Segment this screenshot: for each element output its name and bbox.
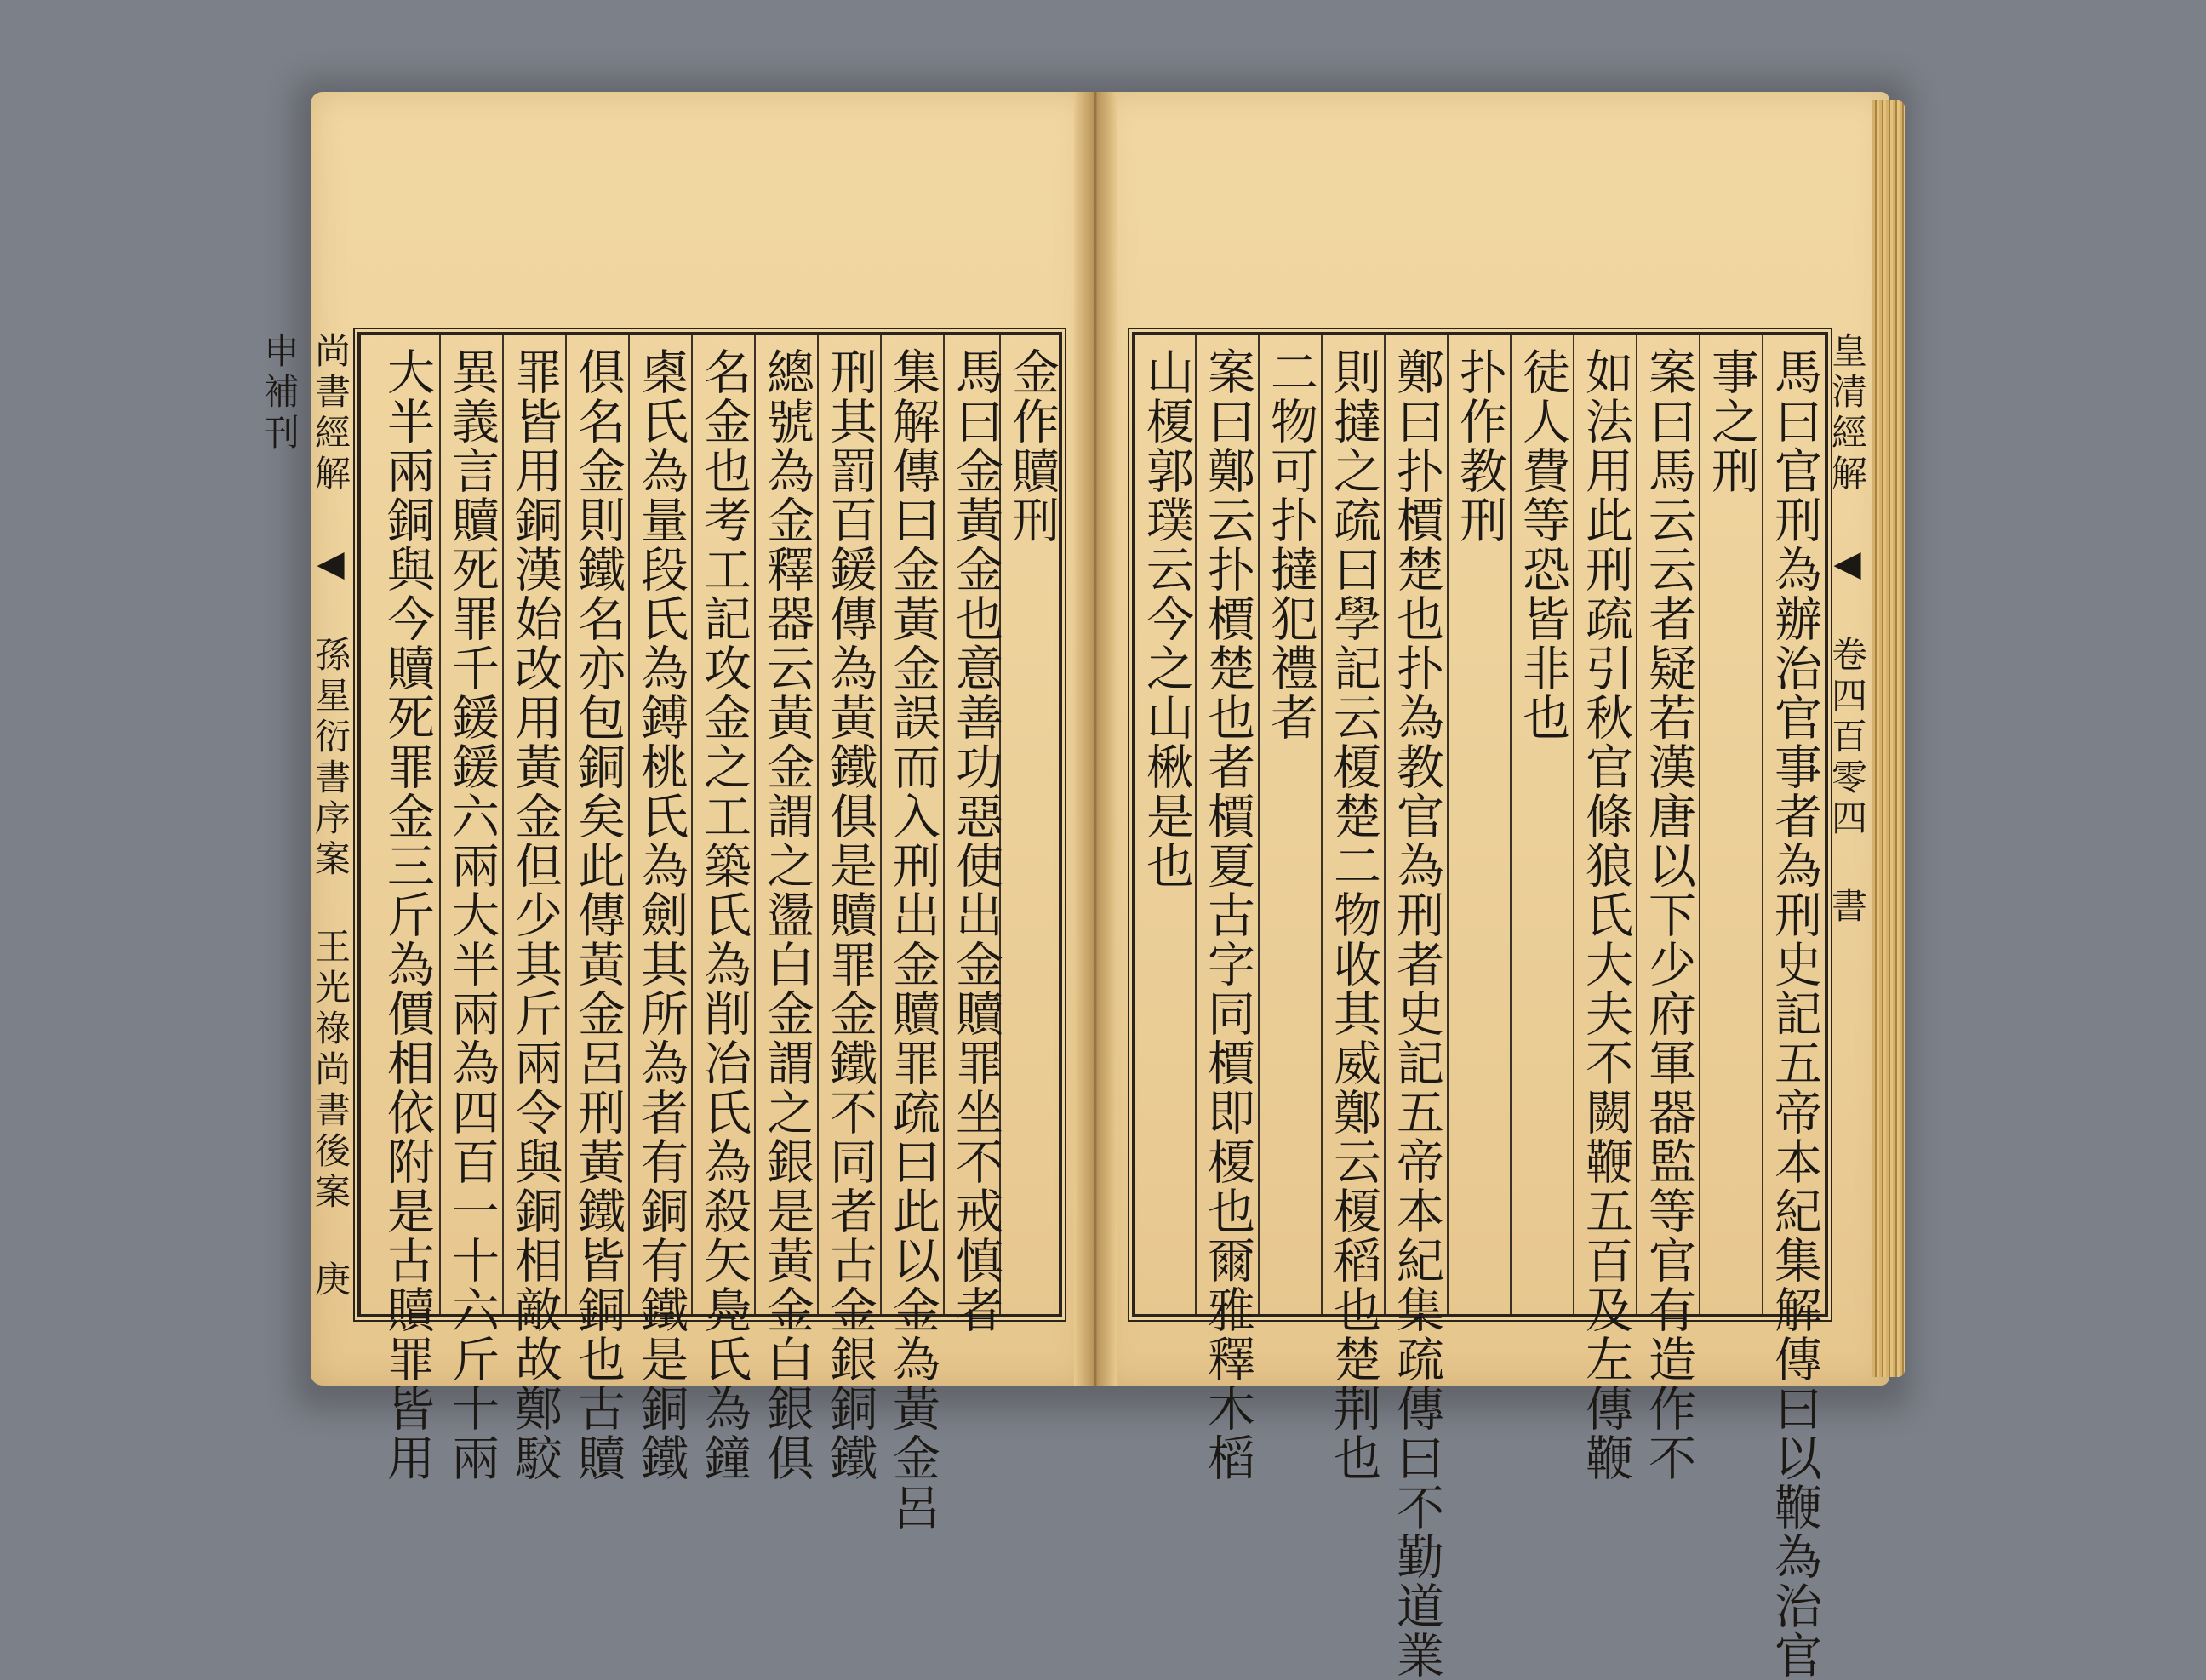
left-margin-title bbox=[259, 332, 356, 1311]
text-column: 徒人費等恐皆非也 bbox=[1515, 347, 1570, 742]
text-column: 扑作教刑 bbox=[1452, 347, 1507, 545]
text-column: 鄭曰扑檟楚也扑為教官為刑者史記五帝本紀集疏傳曰不勤道業 bbox=[1389, 347, 1444, 1680]
running-head: 卷四百零四 bbox=[1826, 636, 1868, 840]
text-column: 㮚氏為量段氏為鎛桃氏為劍其所為者有銅有鐵是銅鐵 bbox=[633, 347, 689, 1483]
right-margin-title bbox=[1826, 332, 1872, 1311]
text-column: 金作贖刑 bbox=[1004, 347, 1060, 545]
text-column: 俱名金則鐵名亦包銅矣此傳黃金呂刑黃鐵皆銅也古贖 bbox=[570, 347, 626, 1483]
edition-note: 庚申補刊 bbox=[259, 332, 351, 1301]
text-column: 大半兩銅與今贖死罪金三斤為價相依附是古贖罪皆用 bbox=[380, 347, 435, 1483]
book-gutter bbox=[1074, 92, 1117, 1386]
text-column: 刑其罰百鍰傳為黃鐵俱是贖罪金鐵不同者古金銀銅鐵 bbox=[822, 347, 877, 1483]
text-column: 二物可扑撻犯禮者 bbox=[1263, 347, 1318, 742]
book-title: 皇清經解 bbox=[1826, 332, 1868, 495]
text-column: 異義言贖死罪千鍰鍰六兩大半兩為四百一十六斤十兩 bbox=[444, 347, 500, 1483]
text-column: 案曰馬云云者疑若漢唐以下少府軍器監等官有造作不 bbox=[1641, 347, 1696, 1483]
page-edges bbox=[1872, 100, 1905, 1377]
editor-note: 王光祿尚書後案 bbox=[310, 928, 351, 1214]
text-column: 山榎郭璞云今之山楸是也 bbox=[1139, 347, 1194, 890]
right-text-frame bbox=[1132, 332, 1828, 1680]
text-column: 如法用此刑疏引秋官條狼氏大夫不闕鞭五百及左傳鞭 bbox=[1578, 347, 1633, 1483]
fish-tail-mark: ◀ bbox=[310, 542, 351, 589]
running-head: 孫星衍書序案 bbox=[310, 636, 351, 881]
text-column: 案曰鄭云扑檟楚也者檟夏古字同檟即榎也爾雅釋木槄 bbox=[1200, 347, 1255, 1483]
left-text-frame bbox=[357, 332, 1062, 1532]
text-column: 馬曰官刑為辦治官事者為刑史記五帝本紀集解傳曰以鞭為治官 bbox=[1767, 347, 1822, 1680]
book-title: 尚書經解 bbox=[310, 332, 351, 495]
fish-tail-mark: ◀ bbox=[1826, 542, 1868, 589]
text-column: 集解傳曰金黃金誤而入刑出金贖罪疏曰此以金為黃金呂 bbox=[885, 347, 940, 1532]
text-column: 事之刑 bbox=[1704, 347, 1759, 495]
text-column: 罪皆用銅漢始改用黃金但少其斤兩令與銅相敵故鄭駮 bbox=[507, 347, 563, 1483]
text-column: 則撻之疏曰學記云榎楚二物收其威鄭云榎稻也楚荆也 bbox=[1326, 347, 1381, 1483]
text-column: 馬曰金黃金也意善功惡使出金贖罪坐不戒慎者 bbox=[948, 347, 1003, 1334]
leaf-note: 書 bbox=[1826, 887, 1868, 928]
text-column: 名金也考工記攻金之工築氏為削冶氏為殺矢鳧氏為鐘 bbox=[696, 347, 752, 1483]
text-column: 總號為金釋器云黃金謂之盪白金謂之銀是黃金白銀俱 bbox=[759, 347, 814, 1483]
